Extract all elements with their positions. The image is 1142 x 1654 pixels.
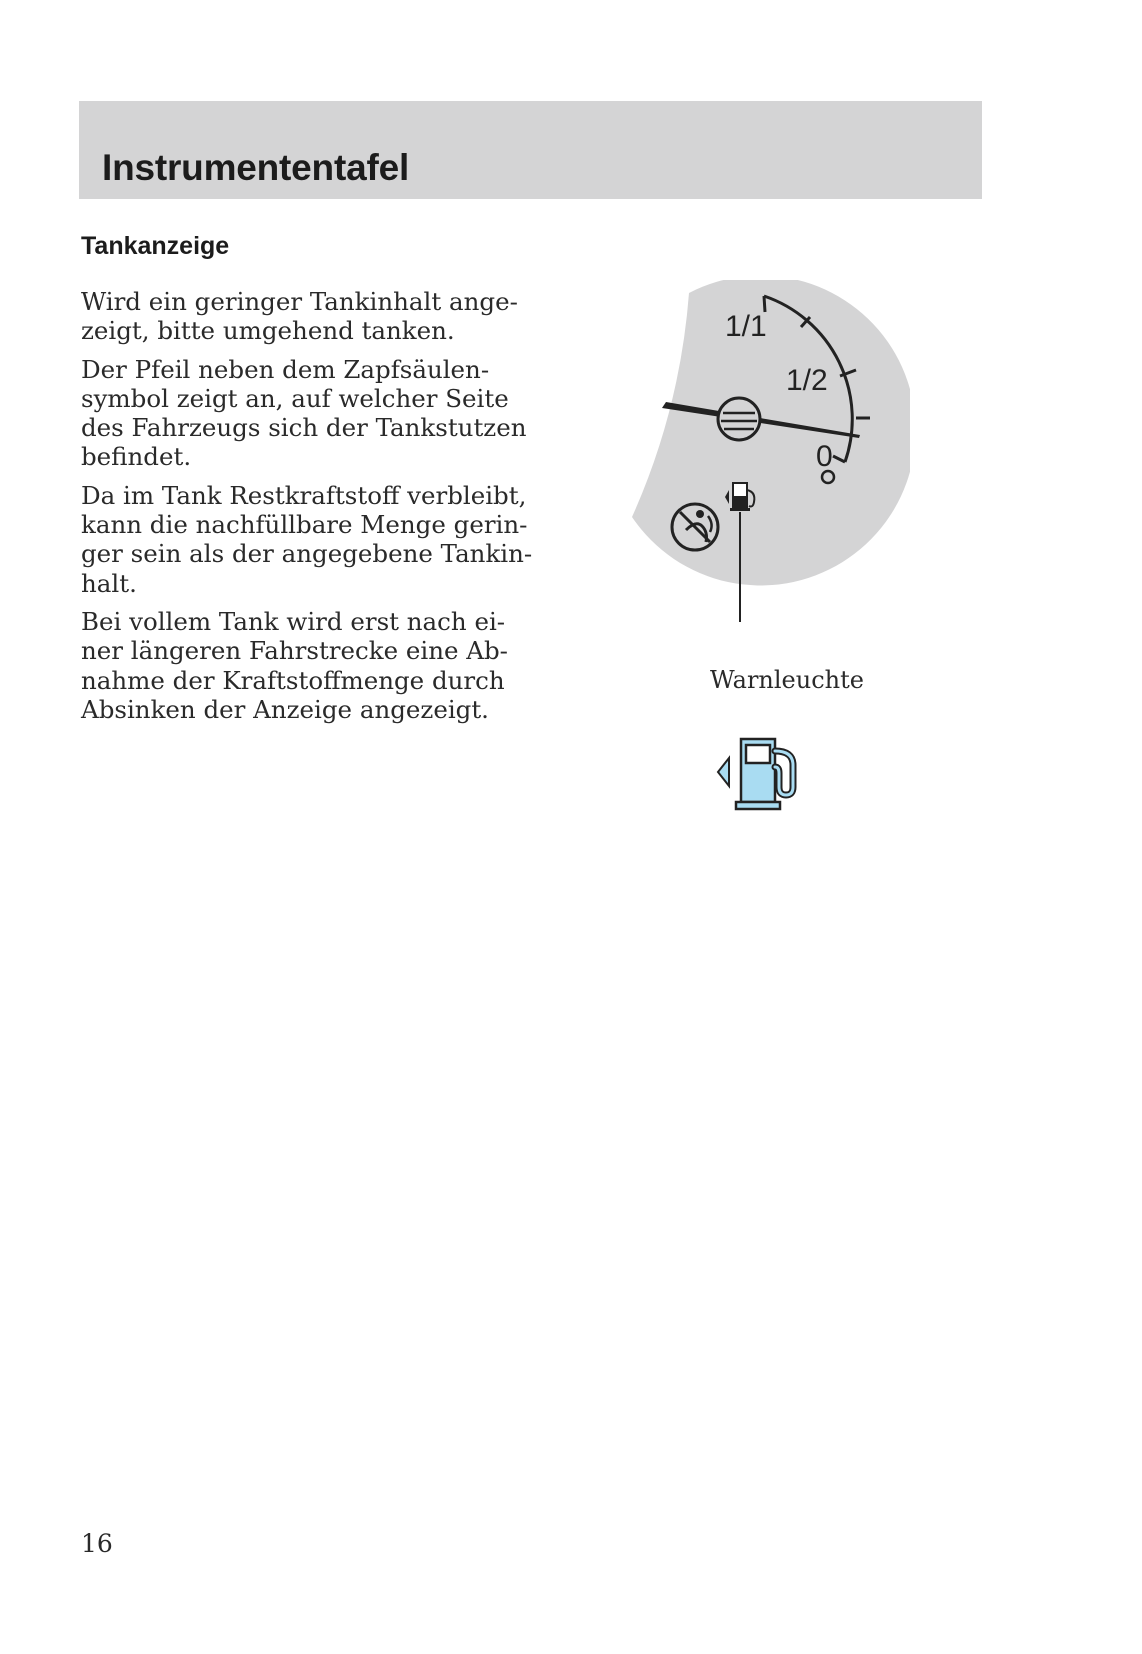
text-line: Absinken der Anzeige angezeigt. bbox=[81, 694, 489, 724]
text-line: des Fahrzeugs sich der Tankstutzen bbox=[81, 413, 527, 443]
text-line: Bei vollem Tank wird erst nach ei- bbox=[81, 606, 506, 636]
text-line: kann die nachfüllbare Menge gerin- bbox=[81, 510, 528, 540]
section-heading: Tankanzeige bbox=[81, 232, 230, 260]
text-line: symbol zeigt an, auf welcher Seite bbox=[81, 383, 509, 413]
gauge-face bbox=[632, 280, 910, 585]
label-full: 1/1 bbox=[725, 310, 767, 343]
text-line: nahme der Kraftstoffmenge durch bbox=[81, 665, 505, 695]
fuel-warning-icon bbox=[715, 735, 815, 815]
fuel-gauge bbox=[620, 280, 910, 660]
page-number: 16 bbox=[81, 1529, 113, 1558]
callout-label: Warnleuchte bbox=[710, 666, 864, 694]
paragraph bbox=[81, 287, 526, 346]
text-line: Der Pfeil neben dem Zapfsäulen- bbox=[81, 354, 490, 384]
text-line: ger sein als der angegebene Tankin- bbox=[81, 539, 533, 569]
text-line: halt. bbox=[81, 568, 137, 598]
text-line: Wird ein geringer Tankinhalt ange- bbox=[81, 287, 518, 316]
page-title: Instrumententafel bbox=[102, 147, 410, 188]
paragraph bbox=[81, 355, 526, 472]
needle-hub bbox=[718, 398, 760, 440]
header-band bbox=[79, 101, 982, 199]
label-empty: 0 bbox=[816, 440, 833, 473]
paragraph bbox=[81, 480, 533, 598]
text-line: zeigt, bitte umgehend tanken. bbox=[81, 316, 455, 346]
text-line: befindet. bbox=[81, 442, 192, 472]
fuel-pump-window bbox=[746, 745, 770, 763]
label-half: 1/2 bbox=[786, 364, 828, 397]
fuel-pump-base bbox=[736, 802, 780, 809]
body-text bbox=[81, 287, 533, 733]
text-line: ner längeren Fahrstrecke eine Ab- bbox=[81, 636, 508, 666]
fuel-side-arrow bbox=[718, 758, 729, 786]
paragraph bbox=[81, 607, 526, 724]
text-line: Da im Tank Restkraftstoff verbleibt, bbox=[81, 480, 527, 510]
